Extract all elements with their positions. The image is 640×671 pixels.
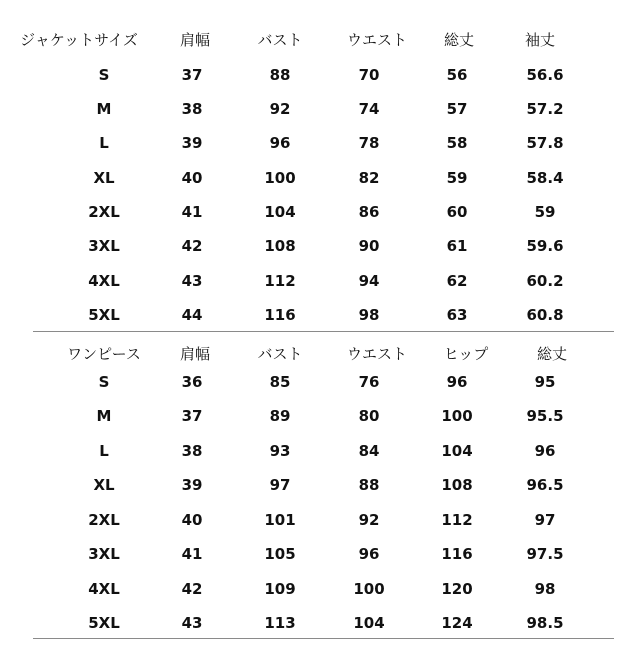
size-cell: L xyxy=(99,442,109,460)
table-row xyxy=(0,94,640,124)
hip-cell: 112 xyxy=(441,511,473,529)
length-cell: 95.5 xyxy=(526,407,564,425)
jacket-header-bust: バスト xyxy=(257,31,303,49)
table-row xyxy=(0,60,640,90)
shoulder-cell: 43 xyxy=(181,614,203,632)
jacket-header-length: 総丈 xyxy=(443,31,475,49)
table-row xyxy=(0,197,640,227)
dress-header-shoulder: 肩幅 xyxy=(179,345,211,363)
waist-cell: 98 xyxy=(358,306,380,324)
length-cell: 97.5 xyxy=(526,545,564,563)
size-cell: 3XL xyxy=(88,545,120,563)
table-row xyxy=(0,163,640,193)
table-row xyxy=(0,128,640,158)
jacket-header-waist: ウエスト xyxy=(346,31,408,49)
length-cell: 56 xyxy=(446,66,468,84)
waist-cell: 86 xyxy=(358,203,380,221)
dress-header-hip: ヒップ xyxy=(443,345,489,363)
length-cell: 98 xyxy=(534,580,556,598)
hip-cell: 104 xyxy=(441,442,473,460)
table-row xyxy=(0,539,640,569)
table-row xyxy=(0,470,640,500)
jacket-header-row xyxy=(0,25,640,55)
shoulder-cell: 40 xyxy=(181,169,203,187)
size-cell: 5XL xyxy=(88,614,120,632)
hip-cell: 100 xyxy=(441,407,473,425)
shoulder-cell: 42 xyxy=(181,237,203,255)
bust-cell: 104 xyxy=(264,203,296,221)
bust-cell: 112 xyxy=(264,272,296,290)
length-cell: 98.5 xyxy=(526,614,564,632)
hip-cell: 124 xyxy=(441,614,473,632)
jacket-header-shoulder: 肩幅 xyxy=(179,31,211,49)
shoulder-cell: 43 xyxy=(181,272,203,290)
size-cell: XL xyxy=(93,169,115,187)
shoulder-cell: 44 xyxy=(181,306,203,324)
hip-cell: 116 xyxy=(441,545,473,563)
length-cell: 63 xyxy=(446,306,468,324)
size-cell: 5XL xyxy=(88,306,120,324)
waist-cell: 82 xyxy=(358,169,380,187)
bust-cell: 92 xyxy=(269,100,291,118)
dress-header-length: 総丈 xyxy=(536,345,568,363)
length-cell: 57 xyxy=(446,100,468,118)
sleeve-cell: 56.6 xyxy=(526,66,564,84)
table-row xyxy=(0,401,640,431)
bust-cell: 105 xyxy=(264,545,296,563)
waist-cell: 80 xyxy=(358,407,380,425)
size-cell: S xyxy=(98,373,110,391)
section-divider xyxy=(33,331,614,332)
length-cell: 60 xyxy=(446,203,468,221)
sleeve-cell: 60.8 xyxy=(526,306,564,324)
bust-cell: 85 xyxy=(269,373,291,391)
waist-cell: 84 xyxy=(358,442,380,460)
size-cell: 3XL xyxy=(88,237,120,255)
bust-cell: 116 xyxy=(264,306,296,324)
size-cell: M xyxy=(96,100,112,118)
bust-cell: 109 xyxy=(264,580,296,598)
sleeve-cell: 60.2 xyxy=(526,272,564,290)
table-row xyxy=(0,300,640,330)
sleeve-cell: 59.6 xyxy=(526,237,564,255)
length-cell: 96 xyxy=(534,442,556,460)
size-cell: 4XL xyxy=(88,580,120,598)
shoulder-cell: 37 xyxy=(181,66,203,84)
length-cell: 61 xyxy=(446,237,468,255)
table-row xyxy=(0,574,640,604)
table-row xyxy=(0,436,640,466)
bust-cell: 113 xyxy=(264,614,296,632)
shoulder-cell: 38 xyxy=(181,100,203,118)
hip-cell: 108 xyxy=(441,476,473,494)
shoulder-cell: 36 xyxy=(181,373,203,391)
bust-cell: 100 xyxy=(264,169,296,187)
length-cell: 96.5 xyxy=(526,476,564,494)
waist-cell: 76 xyxy=(358,373,380,391)
bust-cell: 93 xyxy=(269,442,291,460)
size-cell: 2XL xyxy=(88,203,120,221)
hip-cell: 96 xyxy=(446,373,468,391)
waist-cell: 104 xyxy=(353,614,385,632)
size-cell: L xyxy=(99,134,109,152)
bust-cell: 97 xyxy=(269,476,291,494)
table-row xyxy=(0,266,640,296)
length-cell: 62 xyxy=(446,272,468,290)
shoulder-cell: 39 xyxy=(181,476,203,494)
size-cell: 4XL xyxy=(88,272,120,290)
shoulder-cell: 40 xyxy=(181,511,203,529)
bust-cell: 101 xyxy=(264,511,296,529)
bottom-divider xyxy=(33,638,614,639)
size-cell: XL xyxy=(93,476,115,494)
sleeve-cell: 57.8 xyxy=(526,134,564,152)
bust-cell: 88 xyxy=(269,66,291,84)
shoulder-cell: 41 xyxy=(181,545,203,563)
size-cell: M xyxy=(96,407,112,425)
shoulder-cell: 38 xyxy=(181,442,203,460)
waist-cell: 74 xyxy=(358,100,380,118)
length-cell: 97 xyxy=(534,511,556,529)
waist-cell: 100 xyxy=(353,580,385,598)
waist-cell: 90 xyxy=(358,237,380,255)
bust-cell: 96 xyxy=(269,134,291,152)
table-row xyxy=(0,608,640,638)
dress-header-size: ワンピース xyxy=(67,345,141,363)
table-row xyxy=(0,505,640,535)
waist-cell: 92 xyxy=(358,511,380,529)
waist-cell: 88 xyxy=(358,476,380,494)
shoulder-cell: 39 xyxy=(181,134,203,152)
table-row xyxy=(0,367,640,397)
bust-cell: 108 xyxy=(264,237,296,255)
dress-header-waist: ウエスト xyxy=(346,345,408,363)
waist-cell: 78 xyxy=(358,134,380,152)
dress-header-row xyxy=(0,339,640,369)
shoulder-cell: 37 xyxy=(181,407,203,425)
hip-cell: 120 xyxy=(441,580,473,598)
shoulder-cell: 42 xyxy=(181,580,203,598)
sleeve-cell: 58.4 xyxy=(526,169,564,187)
table-row xyxy=(0,231,640,261)
size-cell: S xyxy=(98,66,110,84)
sleeve-cell: 57.2 xyxy=(526,100,564,118)
waist-cell: 96 xyxy=(358,545,380,563)
waist-cell: 94 xyxy=(358,272,380,290)
jacket-header-size: ジャケットサイズ xyxy=(20,31,138,49)
shoulder-cell: 41 xyxy=(181,203,203,221)
bust-cell: 89 xyxy=(269,407,291,425)
sleeve-cell: 59 xyxy=(534,203,556,221)
length-cell: 59 xyxy=(446,169,468,187)
length-cell: 58 xyxy=(446,134,468,152)
dress-header-bust: バスト xyxy=(257,345,303,363)
waist-cell: 70 xyxy=(358,66,380,84)
jacket-header-sleeve: 袖丈 xyxy=(524,31,556,49)
size-cell: 2XL xyxy=(88,511,120,529)
length-cell: 95 xyxy=(534,373,556,391)
